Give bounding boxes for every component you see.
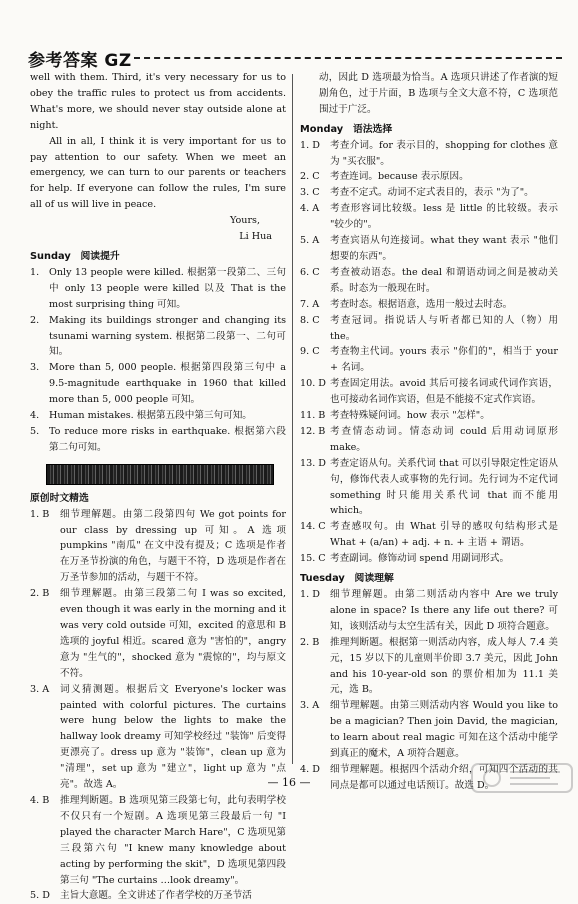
answer-number: 11. B [300,410,326,422]
answer-item [30,793,286,888]
answer-text: 细节理解题。由第二段第四句 We got points for our class by dressing up 可知。A 选项 pumpkins "南瓜" 在文中没有提及；C 选项是作者在万圣节扮演的角色，与题干不符，D 选项是作者在万圣节参加的活动，与题干不符。 [60,508,286,584]
answer-text: More than 5, 000 people. 根据第四段第三句中 a 9.5-magnitude earthquake in 1960 that killed more than 5, 000 people 可知。 [49,362,286,406]
answer-number: 12. B [300,425,326,437]
answer-number: 6. C [300,266,320,278]
section-title-monday: Monday 语法选择 [300,123,393,135]
answer-item [300,424,558,456]
answer-item [300,587,558,635]
answer-item [30,424,286,456]
answer-item [300,551,558,567]
answer-text: 细节理解题。由第二则活动内容中 Are we truly alone in space? Is there any life out there? 可知，该则活动与太空生活有关，因此 D 项符合题意。 [330,589,558,632]
answer-number: 14. C [300,521,326,533]
answer-text: 细节理解题。由第三段第二句 I was so excited, even though it was early in the morning and it was very cold outside 可知，excited 的意思和 B 选项的 joyful 相近。scared 意为 "害怕的"，angry 意为 "生气的"，shocked 意为 "震惊的"，均与原文不符。 [60,588,286,679]
answer-number: 4. A [300,203,320,215]
answer-number: 3. [30,362,40,374]
answer-text: 考查宾语从句连接词。what they want 表示 "他们想要的东西"。 [330,235,558,262]
answer-item [30,360,286,408]
section-title-original: 原创时文精选 [30,492,89,504]
answer-text: 考查介词。for 表示目的，shopping for clothes 意为 "买衣服"。 [330,139,558,167]
answer-text: 考查时态。根据语意，选用一般过去时态。 [330,298,513,310]
letter-closing: Yours, [229,215,260,227]
letter-paragraph: well with them. Third, it's very necessary for us to obey the traffic rules to protect us from accidents. What's more, we should never stay outside alone at night. [30,72,286,131]
answer-text: 推理判断题。根据第一则活动内容，成人每人 7.4 美元，15 岁以下的儿童则半价即 3.7 美元，因此 John and his 10-year-old son 的票价相加为 11.1 美元，选 B。 [330,636,558,696]
answer-number: 13. D [300,457,326,469]
letter-paragraph: All in all, I think it is very important for us to pay attention to our safety. When we meet an emergency, we can turn to our parents or teachers for help. If everyone can follow the rules, I'm sure all of us will live in peace. [30,135,286,211]
answer-item [30,507,286,587]
answer-item [30,408,286,424]
answer-item [300,376,558,408]
continued-text: 动，因此 D 选项最为恰当。A 选项只讲述了作者演的短剧角色，过于片面，B 选项与全文大意不符，C 选项范围过于广泛。 [319,72,558,115]
answer-text: 考查冠词。指说话人与听者都已知的人（物）用 the。 [330,314,558,342]
watermark-logo [470,760,574,796]
answer-number: 5. [30,425,40,437]
answer-item [30,888,286,904]
answer-text: 考查感叹句。由 What 引导的感叹句结构形式是 What + (a/an) + adj. + n. + 主语 + 谓语。 [330,521,558,549]
decorative-banner [46,464,274,485]
section-title-tuesday: Tuesday 阅读理解 [300,573,394,585]
sunday-answers [30,265,286,456]
answer-number: 8. C [300,314,320,326]
answer-item [300,519,558,551]
answer-number: 1. [30,266,40,278]
answer-text: 考查定语从句。关系代词 that 可以引导限定性定语从句，修饰代表人或事物的先行词。先行词为不定代词 something 时只能用关系代词 that 而不能用 which。 [330,457,558,517]
monday-answers [300,138,558,567]
original-answers [30,507,286,904]
answer-text: 考查情态动词。情态动词 could 后用动词原形 make。 [330,425,558,453]
answer-item [300,635,558,699]
answer-item [300,408,558,424]
answer-text: 考查固定用法。avoid 其后可接名词或代词作宾语，也可接动名词作宾语，但是不能接不定式作宾语。 [330,378,558,406]
answer-number: 3. C [300,187,320,199]
header-title: 参考答案 GZ [28,51,132,71]
answer-item [300,456,558,520]
answer-text: 细节理解题。根据四个活动介绍，可知四个活动的共同点是都可以通过电话预订。故选 D。 [330,763,558,791]
answer-text: 考查被动语态。the deal 和谓语动词之间是被动关系。时态为一般现在时。 [330,266,558,294]
answer-number: 5. D [30,890,50,902]
answer-item [300,698,558,762]
answer-text: 考查副词。修饰动词 spend 用副词形式。 [330,553,510,565]
answer-number: 2. B [30,588,50,600]
answer-item [300,313,558,345]
page-header [22,46,562,71]
answer-item [300,233,558,265]
answer-text: To reduce more risks in earthquake. 根据第六段第二句可知。 [49,425,286,453]
answer-text: 考查连词。because 表示原因。 [330,171,469,183]
answer-text: 细节理解题。由第三则活动内容 Would you like to be a magician? Then join David, the magician, to learn about real magic 可知在这个活动中能学到真正的魔术，A 项符合题意。 [330,700,558,760]
answer-text: 推理判断题。B 选项见第三段第七句，此句表明学校不仅只有一个短剧。A 选项见第三段最后一句 "I played the character March Hare"，C 选项见第三段第六句 "I knew many knowledge about acting by performing the skit"，D 选项见第四段第三句 "The curtains …look dreamy"。 [60,794,286,886]
answer-number: 1. D [300,589,320,600]
answer-item [30,313,286,361]
answer-item [30,265,286,313]
answer-item [300,297,558,313]
answer-item [300,169,558,185]
answer-number: 5. A [300,235,320,247]
answer-number: 3. A [300,700,320,712]
letter-signature: Li Hua [239,231,272,243]
answer-item [30,586,286,681]
answer-number: 9. C [300,346,320,358]
answer-item [300,138,558,170]
answer-number: 10. D [300,378,326,390]
right-column [300,70,558,794]
answer-number: 2. B [300,636,320,648]
answer-number: 7. A [300,298,320,310]
answer-item [300,185,558,201]
answer-number: 2. [30,314,40,326]
answer-text: Human mistakes. 根据第五段中第三句可知。 [49,410,252,422]
answer-text: 考查特殊疑问词。how 表示 "怎样"。 [330,410,490,422]
answer-text: 考查形容词比较级。less 是 little 的比较级。表示 "较少的"。 [330,203,558,231]
page-number: — 16 — [267,776,311,789]
answer-number: 1. D [300,139,320,151]
answer-item [300,344,558,376]
answer-text: 主旨大意题。全文讲述了作者学校的万圣节活 [60,890,252,902]
answer-item [300,201,558,233]
section-title-sunday: Sunday 阅读提升 [30,250,120,262]
answer-number: 15. C [300,553,326,565]
answer-number: 4. [30,410,40,422]
answer-item [300,265,558,297]
answer-text: 考查物主代词。yours 表示 "你们的"，相当于 your + 名词。 [330,346,558,374]
answer-text: 词义猜测题。根据后文 Everyone's locker was painted with colorful pictures. The curtains were hung below the lights to make the hallway look dreamy 可知学校经过 "装饰" 后变得更漂亮了。dress up 意为 "装饰"，clean up 意为 "清理"，set up 意为 "建立"，light up 意为 "点亮"。故选 A。 [60,683,286,791]
column-divider [292,74,293,764]
answer-number: 1. B [30,508,50,520]
answer-number: 4. D [300,763,320,775]
answer-number: 3. A [30,683,50,695]
header-dashed-rule [134,57,562,59]
answer-text: Only 13 people were killed. 根据第一段第二、三句中 only 13 people were killed 以及 That is the most surprising thing 可知。 [49,266,286,310]
answer-text: 考查不定式。动词不定式表目的，表示 "为了"。 [330,187,534,199]
answer-number: 4. B [30,794,50,806]
answer-number: 2. C [300,171,320,183]
answer-text: Making its buildings stronger and changing its tsunami warning system. 根据第二段第一、二句可知。 [49,314,286,358]
